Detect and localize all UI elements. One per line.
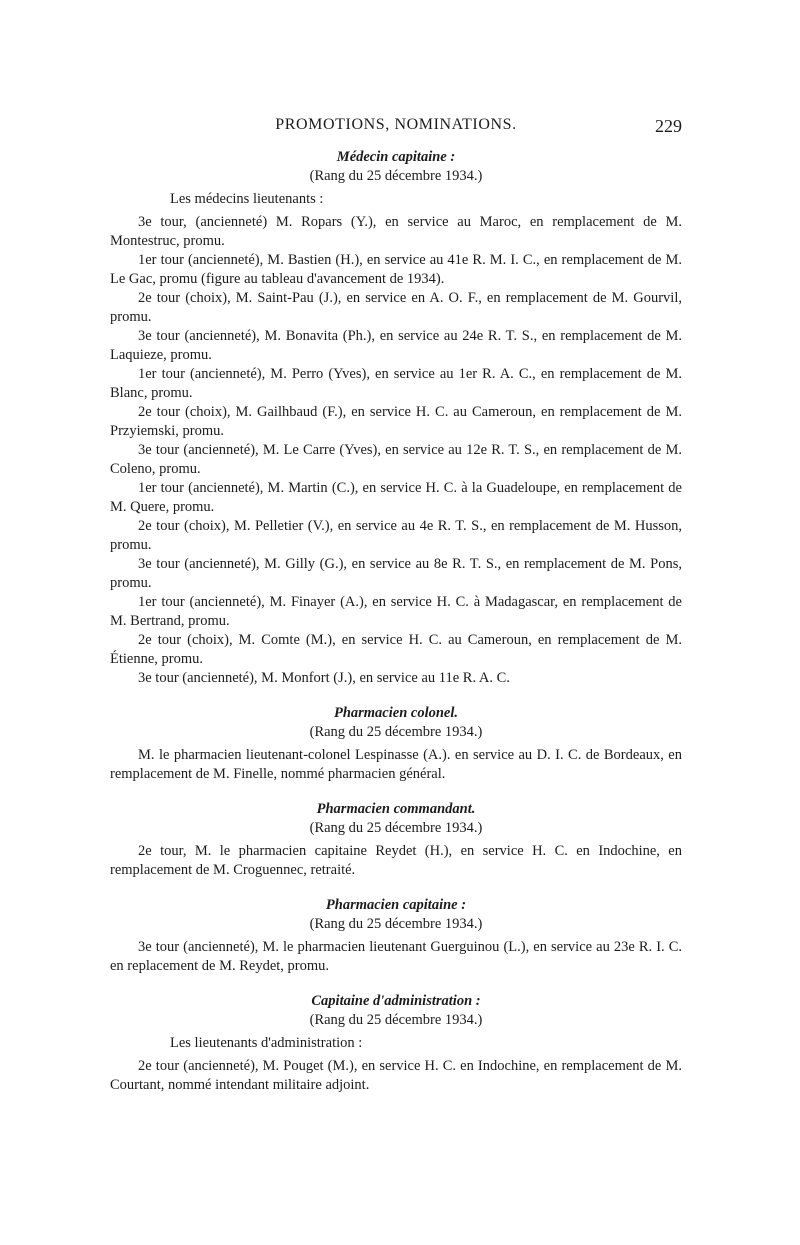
section-pharmacien-commandant [110, 800, 682, 880]
section-pharmacien-capitaine [110, 896, 682, 976]
section-rank-date: (Rang du 25 décembre 1934.) [309, 916, 483, 932]
promotion-entry: 3e tour (ancienneté), M. Monfort (J.), en service au 11e R. A. C. [138, 670, 510, 686]
section-heading: Pharmacien commandant. [316, 801, 476, 817]
running-head: PROMOTIONS, NOMINATIONS. [275, 116, 517, 133]
promotion-entry: 1er tour (ancienneté), M. Martin (C.), en service H. C. à la Guadeloupe, en remplacement de M. Quere, promu. [110, 480, 682, 515]
page-number: 229 [655, 116, 682, 136]
page-body [110, 148, 682, 1095]
section-rank-date: (Rang du 25 décembre 1934.) [309, 168, 483, 184]
promotion-entry: 3e tour (ancienneté), M. Bonavita (Ph.), en service au 24e R. T. S., en remplacement de M. Laquieze, promu. [110, 328, 682, 363]
section-heading: Médecin capitaine : [336, 149, 456, 165]
promotion-entry: 1er tour (ancienneté), M. Bastien (H.), en service au 41e R. M. I. C., en remplacement de M. Le Gac, promu (figure au tableau d'avancement de 1934). [110, 252, 682, 287]
section-heading: Pharmacien capitaine : [325, 897, 467, 913]
section-intro: Les médecins lieutenants : [170, 191, 324, 207]
promotion-entry: 2e tour (choix), M. Gailhbaud (F.), en service H. C. au Cameroun, en remplacement de M. Przyiemski, promu. [110, 404, 682, 439]
promotion-entry: 3e tour (ancienneté), M. le pharmacien lieutenant Guerguinou (L.), en service au 23e R. I. C. en replacement de M. Reydet, promu. [110, 939, 682, 974]
section-medecin-capitaine [110, 148, 682, 688]
promotion-entry: 3e tour (ancienneté), M. Le Carre (Yves), en service au 12e R. T. S., en remplacement de M. Coleno, promu. [110, 442, 682, 477]
promotion-entry: M. le pharmacien lieutenant-colonel Lespinasse (A.). en service au D. I. C. de Bordeaux, en remplacement de M. Finelle, nommé pharmacien général. [110, 747, 682, 782]
promotion-entry: 1er tour (ancienneté), M. Perro (Yves), en service au 1er R. A. C., en remplacement de M. Blanc, promu. [110, 366, 682, 401]
section-rank-date: (Rang du 25 décembre 1934.) [309, 1012, 483, 1028]
promotion-entry: 3e tour (ancienneté), M. Gilly (G.), en service au 8e R. T. S., en remplacement de M. Pons, promu. [110, 556, 682, 591]
page-header [110, 116, 682, 140]
promotion-entry: 2e tour (ancienneté), M. Pouget (M.), en service H. C. en Indochine, en remplacement de M. Courtant, nommé intendant militaire adjoint. [110, 1058, 682, 1093]
section-heading: Capitaine d'administration : [311, 993, 481, 1009]
section-pharmacien-colonel [110, 704, 682, 784]
promotion-entry: 2e tour, M. le pharmacien capitaine Reydet (H.), en service H. C. en Indochine, en remplacement de M. Croguennec, retraité. [110, 843, 682, 878]
section-heading: Pharmacien colonel. [333, 705, 459, 721]
promotion-entry: 2e tour (choix), M. Pelletier (V.), en service au 4e R. T. S., en remplacement de M. Husson, promu. [110, 518, 682, 553]
promotion-entry: 2e tour (choix), M. Comte (M.), en service H. C. au Cameroun, en remplacement de M. Étienne, promu. [110, 632, 682, 667]
section-rank-date: (Rang du 25 décembre 1934.) [309, 724, 483, 740]
section-rank-date: (Rang du 25 décembre 1934.) [309, 820, 483, 836]
section-intro: Les lieutenants d'administration : [170, 1035, 363, 1051]
section-capitaine-administration [110, 992, 682, 1095]
promotion-entry: 1er tour (ancienneté), M. Finayer (A.), en service H. C. à Madagascar, en remplacement de M. Bertrand, promu. [110, 594, 682, 629]
promotion-entry: 2e tour (choix), M. Saint-Pau (J.), en service en A. O. F., en remplacement de M. Gourvil, promu. [110, 290, 682, 325]
promotion-entry: 3e tour, (ancienneté) M. Ropars (Y.), en service au Maroc, en remplacement de M. Montestruc, promu. [110, 214, 682, 249]
